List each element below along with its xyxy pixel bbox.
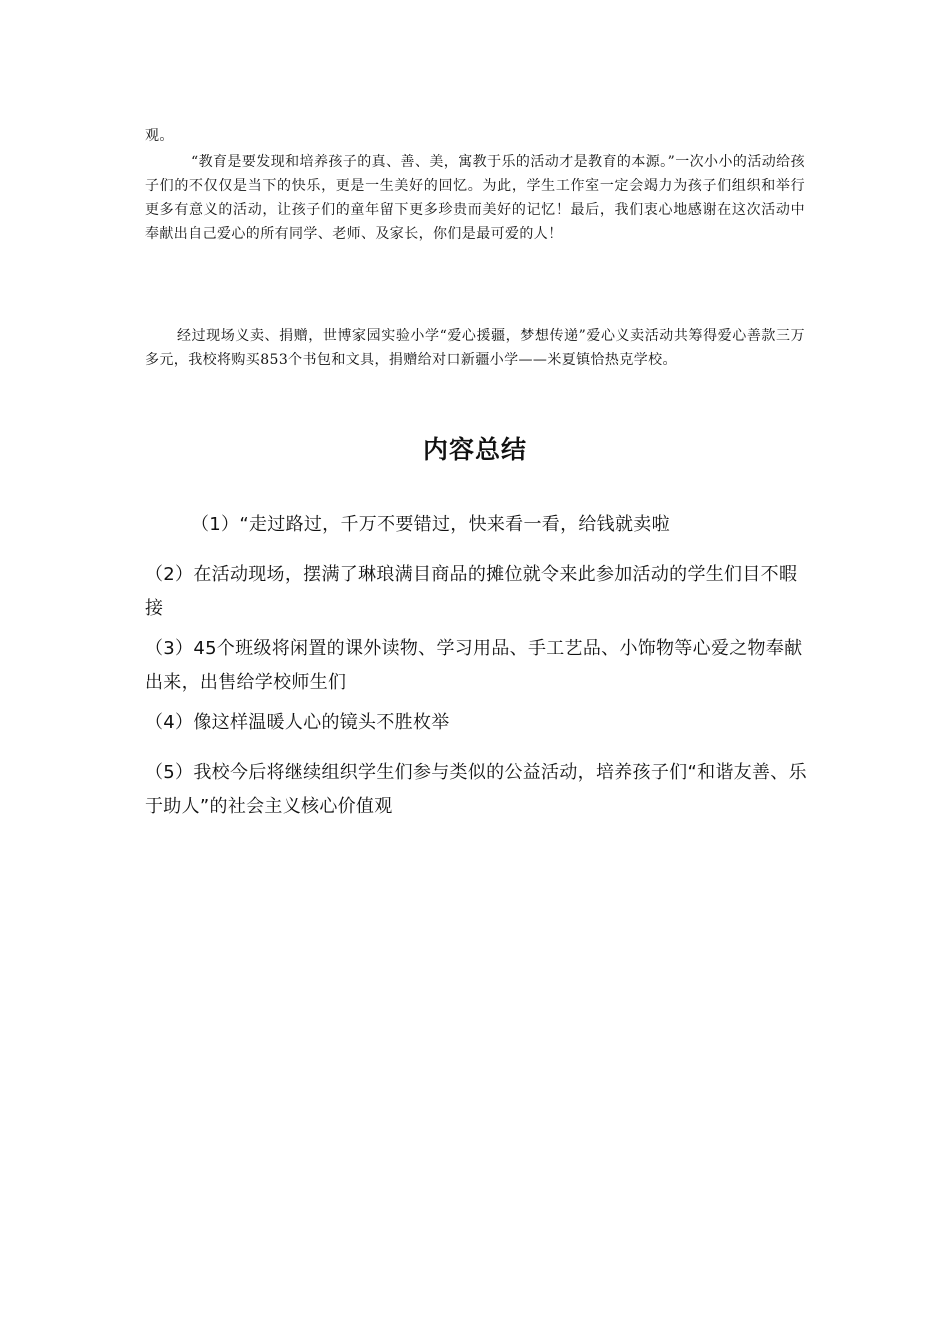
summary-item-2: （2）在活动现场，摆满了琳琅满目商品的摊位就令来此参加活动的学生们目不暇接 <box>145 564 798 619</box>
summary-item-5: （5）我校今后将继续组织学生们参与类似的公益活动，培养孩子们“和谐友善、乐于助人”的社会主义核心价值观 <box>145 762 807 817</box>
paragraph-education-quote: “教育是要发现和培养孩子的真、善、美，寓教于乐的活动才是教育的本源。”一次小小的活动给孩子们的不仅仅是当下的快乐，更是一生美好的回忆。为此，学生工作室一定会竭力为孩子们组织和举行更多有意义的活动，让孩子们的童年留下更多珍贵而美好的记忆！最后，我们衷心地感谢在这次活动中奉献出自己爱心的所有同学、老师、及家长，你们是最可爱的人！ <box>145 154 805 242</box>
summary-item-3: （3）45个班级将闲置的课外读物、学习用品、手工艺品、小饰物等心爱之物奉献出来，出售给学校师生们 <box>145 638 803 693</box>
summary-item-1: （1）“走过路过，千万不要错过，快来看一看，给钱就卖啦 <box>191 514 670 535</box>
summary-item-4: （4）像这样温暖人心的镜头不胜枚举 <box>145 712 450 733</box>
summary-title: 内容总结 <box>422 435 527 464</box>
paragraph-continuation: 观。 <box>145 128 174 144</box>
paragraph-donation-result: 经过现场义卖、捐赠，世博家园实验小学“爱心援疆，梦想传递”爱心义卖活动共筹得爱心善款三万多元，我校将购买853个书包和文具，捐赠给对口新疆小学——米夏镇恰热克学校。 <box>145 328 805 368</box>
